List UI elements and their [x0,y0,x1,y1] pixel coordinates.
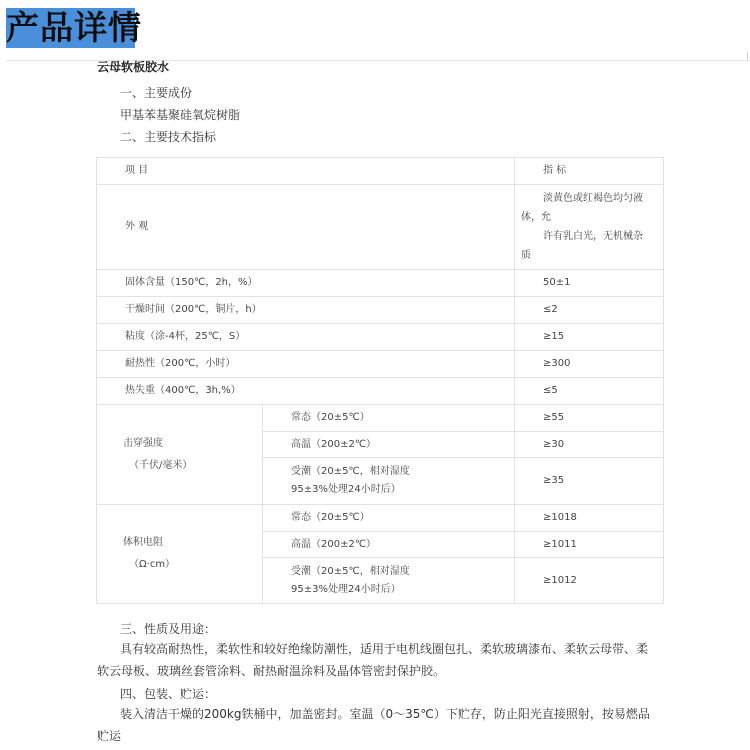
condition-line: 受潮（20±5℃，相对湿度 [291,466,410,477]
row-value: ≥1012 [515,558,664,604]
condition-line: 95±3%处理24小时后） [291,484,401,495]
section-3-heading: 三、性质及用途： [120,622,217,636]
table-row [97,185,664,270]
condition-cell: 高温（200±2℃） [263,432,515,458]
row-label: 热失重（400℃，3h,%） [97,378,515,405]
table-row [97,351,664,378]
product-title: 云母软板胶水 [97,60,170,74]
row-value: ≥1011 [515,532,664,558]
table-row [97,324,664,351]
row-value: ≥300 [515,351,664,378]
table-row [97,378,664,405]
divider-tick [747,52,748,60]
condition-cell [263,558,515,604]
table-row [97,297,664,324]
spec-table [96,157,664,604]
section-1-heading: 一、主要成份 [120,86,193,100]
header-item-cell: 项 目 [97,158,515,185]
row-value: ≤5 [515,378,664,405]
table-row [97,270,664,297]
storage-paragraph: 装入清洁干燥的200kg铁桶中，加盖密封。室温（0～35℃）下贮存，防止阳光直接照射，按易燃品贮运 [97,707,650,743]
row-label: 耐热性（200℃，小时） [97,351,515,378]
strength-unit-line: （千伏/毫米） [129,459,193,471]
row-value: ≥1018 [515,505,664,532]
page-title: 产品详情 [6,8,142,47]
composition-text: 甲基苯基聚硅氧烷树脂 [120,108,241,122]
section-2-heading: 二、主要技术指标 [120,130,217,144]
condition-cell: 高温（200±2℃） [263,532,515,558]
strength-label [97,405,263,505]
appearance-line: 质 [521,250,531,261]
row-value: ≥55 [515,405,664,432]
row-label: 粘度（涂-4杯，25℃，S） [97,324,515,351]
row-value: ≤2 [515,297,664,324]
resistivity-unit-line: （Ω·cm） [129,559,176,570]
row-value: ≥15 [515,324,664,351]
row-label: 干燥时间（200℃，铜片，h） [97,297,515,324]
condition-line: 95±3%处理24小时后） [291,583,401,595]
appearance-line: 许有乳白光，无机械杂 [543,231,643,242]
uses-paragraph: 具有较高耐热性，柔软性和较好绝缘防潮性，适用于电机线圈包扎、柔软玻璃漆布、柔软云母带、柔软云母板、玻璃丝套管涂料、耐热耐温涂料及晶体管密封保护胶。 [97,642,649,678]
row-value: ≥35 [515,458,664,505]
appearance-line: 淡黄色或红褐色均匀液 [543,193,643,204]
header-spec-cell: 指 标 [515,158,664,185]
condition-cell: 常态（20±5℃） [263,505,515,532]
condition-line: 受潮（20±5℃，相对湿度 [291,565,410,577]
resistivity-label [97,505,263,604]
condition-cell [263,458,515,505]
appearance-line: 体，允 [521,212,551,223]
row-value: ≥30 [515,432,664,458]
condition-cell: 常态（20±5℃） [263,405,515,432]
table-row [97,505,664,532]
resistivity-label-line: 体积电阻 [123,537,163,548]
section-4-heading: 四、包装、贮运： [120,687,217,701]
appearance-value [515,185,664,270]
table-header-row [97,158,664,185]
row-value: 50±1 [515,270,664,297]
strength-label-line: 击穿强度 [123,437,163,449]
row-label: 固体含量（150℃，2h，%） [97,270,515,297]
appearance-label: 外 观 [97,185,515,270]
table-row [97,405,664,432]
